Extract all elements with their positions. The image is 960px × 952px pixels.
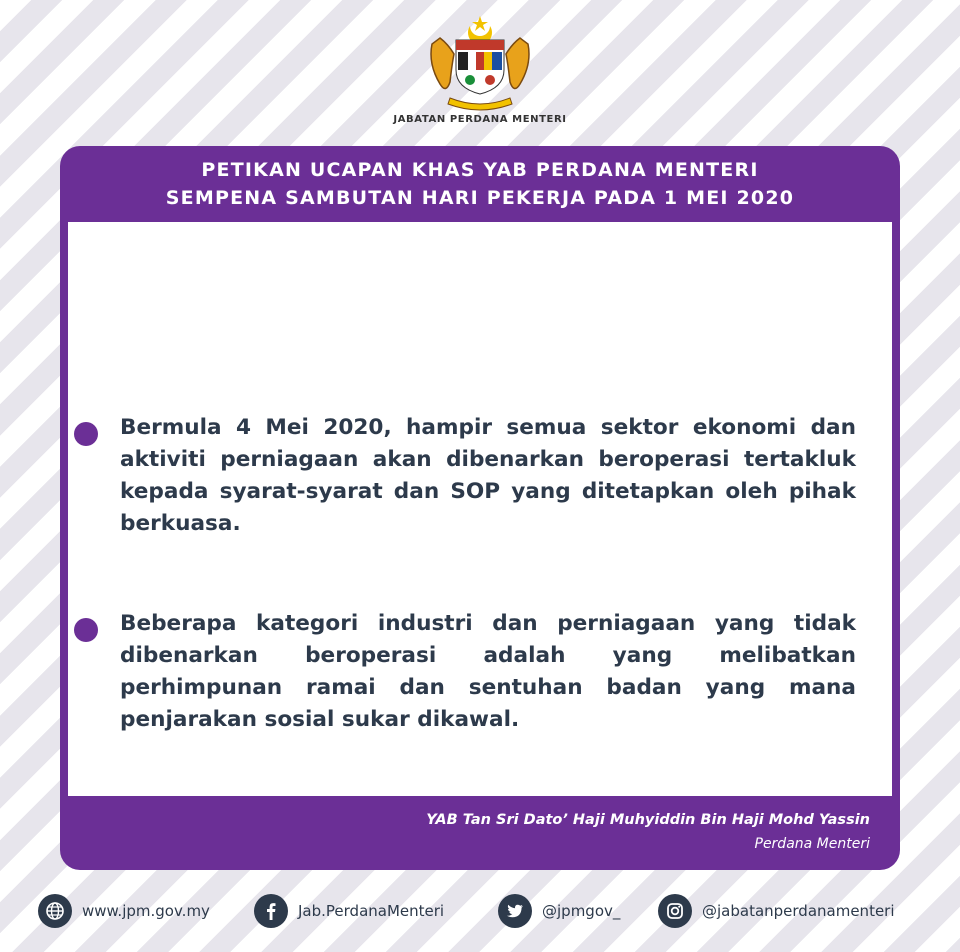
instagram-link[interactable]	[658, 892, 895, 930]
facebook-text: Jab.PerdanaMenteri	[298, 902, 445, 920]
social-footer	[0, 892, 960, 932]
coat-of-arms-logo	[420, 14, 540, 114]
card-title-line-2: SEMPENA SAMBUTAN HARI PEKERJA PADA 1 MEI 2020	[165, 187, 795, 209]
website-text: www.jpm.gov.my	[82, 902, 210, 920]
globe-icon	[38, 894, 72, 928]
speech-point-text: Bermula 4 Mei 2020, hampir semua sektor ekonomi dan aktiviti perniagaan akan dibenarkan beroperasi tertakluk kepada syarat-syarat dan SOP yang ditetapkan oleh pihak berkuasa.	[120, 415, 856, 536]
speech-point-text: Beberapa kategori industri dan perniagaan yang tidak dibenarkan beroperasi adalah yang melibatkan perhimpunan ramai dan sentuhan badan yang mana penjarakan sosial sukar dikawal.	[120, 611, 856, 732]
twitter-link[interactable]	[498, 892, 620, 930]
twitter-icon	[498, 894, 532, 928]
signature-title: Perdana Menteri	[754, 836, 870, 852]
signature-name: YAB Tan Sri Dato’ Haji Muhyiddin Bin Haji Mohd Yassin	[426, 812, 870, 828]
speech-card	[60, 146, 900, 870]
instagram-text: @jabatanperdanamenteri	[702, 902, 895, 920]
card-title	[60, 156, 900, 212]
instagram-icon	[658, 894, 692, 928]
twitter-text: @jpmgov_	[542, 902, 621, 920]
website-link[interactable]	[38, 892, 210, 930]
facebook-link[interactable]	[254, 892, 444, 930]
bullet-icon	[74, 422, 98, 446]
agency-name: JABATAN PERDANA MENTERI	[393, 114, 567, 125]
card-title-line-1: PETIKAN UCAPAN KHAS YAB PERDANA MENTERI	[201, 159, 759, 181]
facebook-icon	[254, 894, 288, 928]
bullet-icon	[74, 618, 98, 642]
